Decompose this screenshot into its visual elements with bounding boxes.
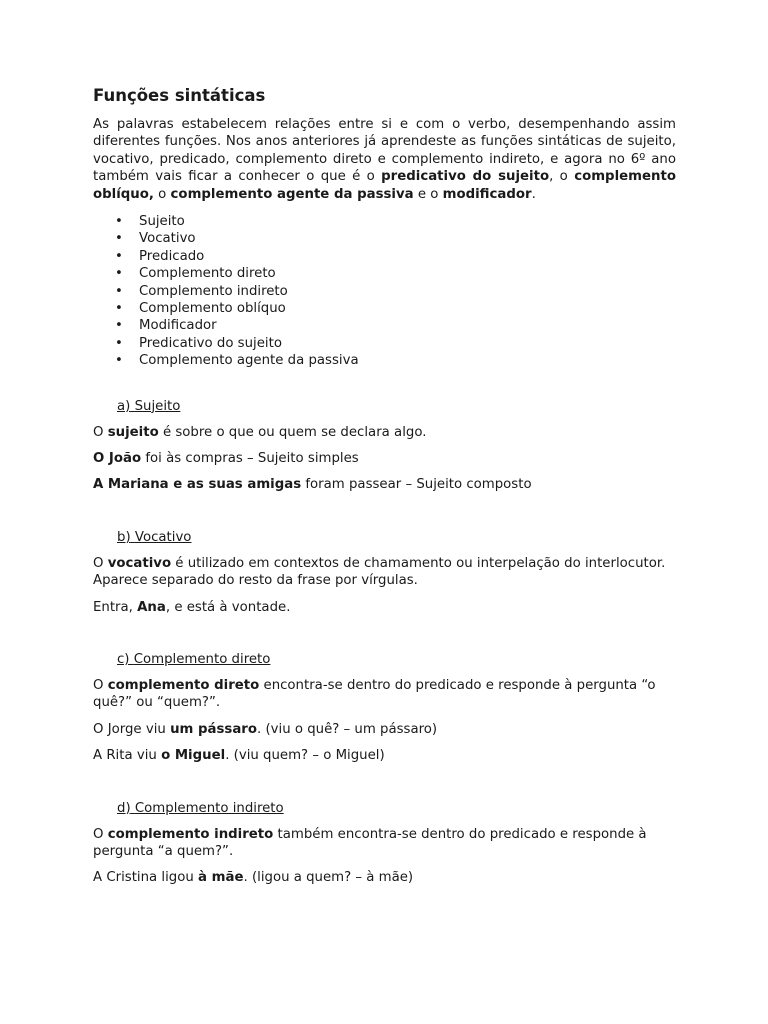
text: . (ligou a quem? – à mãe) xyxy=(243,870,414,886)
definition-complemento-direto xyxy=(93,677,676,712)
term: vocativo xyxy=(107,555,172,571)
definition-sujeito xyxy=(93,424,676,441)
list-item xyxy=(93,265,676,282)
bullet-icon: • xyxy=(115,231,123,247)
term: O João xyxy=(93,450,142,466)
section-title: Sujeito xyxy=(134,398,181,414)
text: , e está à vontade. xyxy=(165,599,291,615)
intro-term: complemento agente da passiva xyxy=(170,186,414,202)
section-marker: b) xyxy=(117,529,131,545)
list-item-label: Predicativo do sujeito xyxy=(139,335,282,351)
bullet-icon: • xyxy=(115,318,123,334)
bullet-icon: • xyxy=(115,335,123,351)
text: . (viu quem? – o Miguel) xyxy=(225,748,385,764)
section-marker: a) xyxy=(117,398,131,414)
example-vocativo xyxy=(93,599,676,616)
example-complemento-indireto xyxy=(93,869,676,886)
term: um pássaro xyxy=(170,721,257,737)
section-heading-sujeito xyxy=(117,398,676,416)
text: . (viu o quê? – um pássaro) xyxy=(257,721,438,737)
list-item-label: Vocativo xyxy=(139,231,196,247)
text: encontra-se dentro do predicado e responde à pergunta “o quê?” ou “quem?”. xyxy=(93,677,656,711)
section-title: Vocativo xyxy=(134,529,192,545)
list-item xyxy=(93,352,676,369)
intro-term: modificador xyxy=(442,186,532,202)
term: à mãe xyxy=(198,870,244,886)
text: A Rita viu xyxy=(93,748,162,764)
list-item-label: Complemento direto xyxy=(139,266,276,282)
term: A Mariana e as suas amigas xyxy=(93,477,302,493)
intro-text: As palavras estabelecem relações entre si e com o verbo, desempenhando assim diferentes funções. Nos anos anteriores já aprendeste as funções sintáticas de sujeito, vocativo, predicado, complemento direto e complemento indireto, e agora no 6º ano também vais ficar a conhecer o que é o xyxy=(93,117,676,185)
page-title: Funções sintáticas xyxy=(93,86,266,105)
bullet-icon: • xyxy=(115,353,123,369)
example-complemento-direto xyxy=(93,721,676,738)
section-marker: c) xyxy=(117,651,130,667)
text: O xyxy=(93,424,108,440)
section-title: Complemento indireto xyxy=(134,800,284,816)
list-item xyxy=(93,300,676,317)
text: O xyxy=(93,555,108,571)
list-item xyxy=(93,317,676,334)
section-heading-vocativo xyxy=(117,529,676,547)
term: o Miguel xyxy=(161,748,226,764)
list-item xyxy=(93,335,676,352)
section-marker: d) xyxy=(117,800,131,816)
example-complemento-direto xyxy=(93,747,676,764)
list-item-label: Predicado xyxy=(139,248,205,264)
intro-term: complemento oblíquo, xyxy=(93,169,676,202)
bullet-icon: • xyxy=(115,300,123,316)
bullet-icon: • xyxy=(115,283,123,299)
text: também encontra-se dentro do predicado e responde à pergunta “a quem?”. xyxy=(93,826,647,860)
text: foi às compras – Sujeito simples xyxy=(141,450,359,466)
text: O xyxy=(93,826,108,842)
text: O Jorge viu xyxy=(93,721,171,737)
text: foram passear – Sujeito composto xyxy=(301,477,532,493)
term: complemento direto xyxy=(107,677,260,693)
list-item-label: Complemento indireto xyxy=(139,283,288,299)
bullet-icon: • xyxy=(115,214,123,230)
intro-text: e o xyxy=(413,186,443,202)
definition-vocativo xyxy=(93,555,676,590)
section-title: Complemento direto xyxy=(133,651,271,667)
list-item-label: Sujeito xyxy=(139,214,185,230)
intro-text: , o xyxy=(549,169,575,185)
intro-term: predicativo do sujeito xyxy=(381,169,550,185)
section-heading-complemento-direto xyxy=(117,651,676,669)
definition-complemento-indireto xyxy=(93,826,676,861)
list-item-label: Modificador xyxy=(139,318,217,334)
text: A Cristina ligou xyxy=(93,870,199,886)
functions-list xyxy=(93,213,676,370)
term: Ana xyxy=(137,599,166,615)
text: O xyxy=(93,677,108,693)
text: é sobre o que ou quem se declara algo. xyxy=(158,424,427,440)
list-item-label: Complemento oblíquo xyxy=(139,300,286,316)
intro-text: . xyxy=(531,186,536,202)
list-item xyxy=(93,213,676,230)
intro-paragraph xyxy=(93,116,676,203)
intro-text: o xyxy=(153,186,171,202)
section-heading-complemento-indireto xyxy=(117,800,676,818)
bullet-icon: • xyxy=(115,248,123,264)
example-sujeito-simples xyxy=(93,450,676,467)
list-item xyxy=(93,230,676,247)
list-item xyxy=(93,283,676,300)
list-item xyxy=(93,248,676,265)
term: complemento indireto xyxy=(107,826,274,842)
example-sujeito-composto xyxy=(93,476,676,493)
text: é utilizado em contextos de chamamento ou interpelação do interlocutor. Aparece separado do resto da frase por vírgulas. xyxy=(93,555,666,589)
term: sujeito xyxy=(107,424,159,440)
list-item-label: Complemento agente da passiva xyxy=(139,353,359,369)
bullet-icon: • xyxy=(115,266,123,282)
text: Entra, xyxy=(93,599,138,615)
